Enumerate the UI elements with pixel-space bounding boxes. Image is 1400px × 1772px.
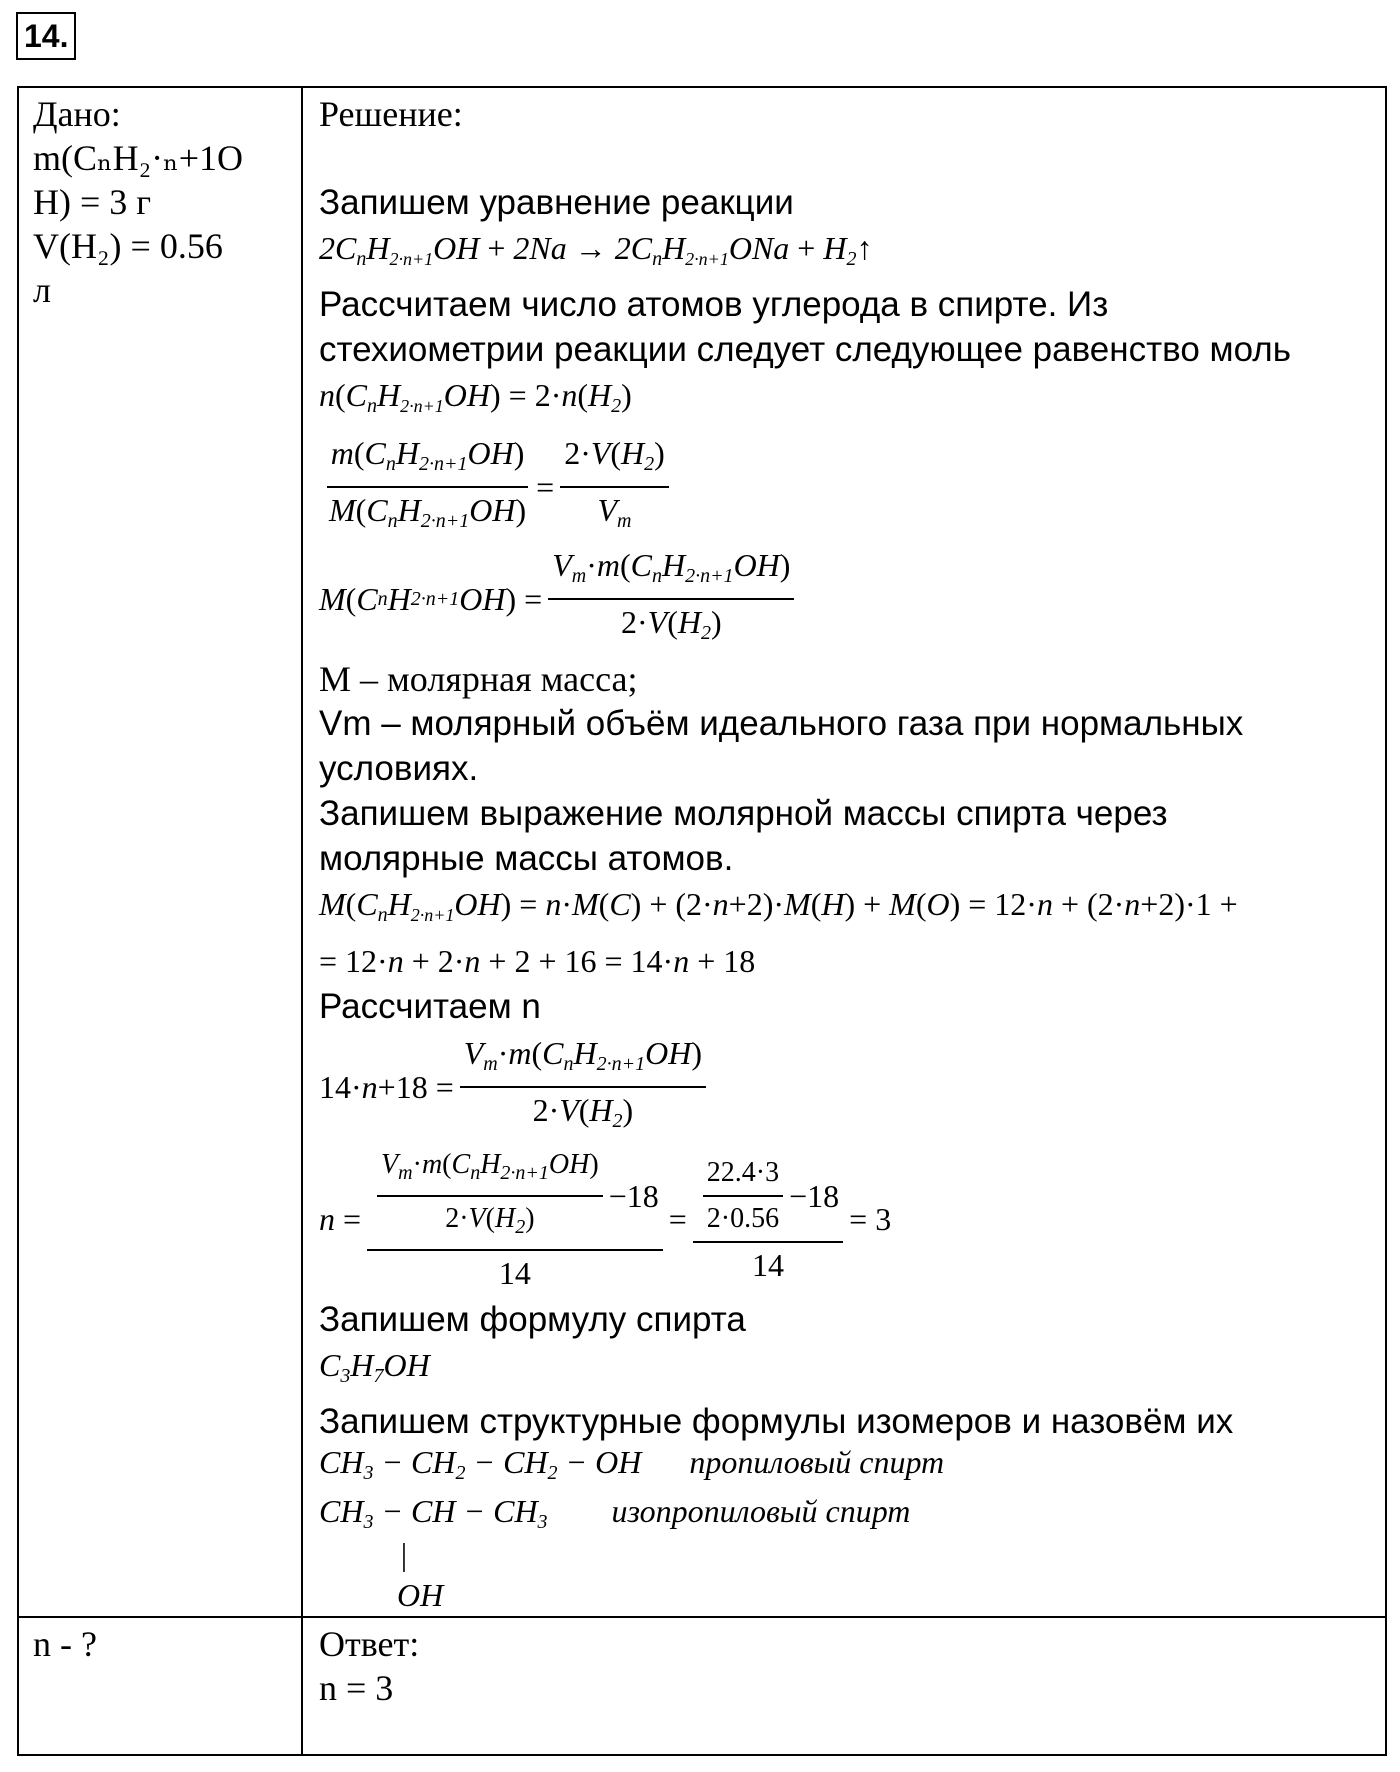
step-reaction-heading: Запишем уравнение реакции	[319, 183, 794, 222]
equation-n-setup: 14· n +18 = $\frac{V_m\cdot m(C_nH_{2\cdot n+1}OH)}{2\cdot V(H_2)}$	[319, 1033, 1385, 1141]
find-cell	[18, 1617, 302, 1755]
answer-label: Ответ:	[319, 1624, 420, 1664]
equation-n-result: n = $\frac{V_m\cdot m(C_nH_{2\cdot n+1}OH)}{2\cdot V(H_2)}$ −18 14 = $\frac{22.4\cdot 3}{2\cdot 0.56}$ −18 14 = 3	[319, 1145, 1385, 1293]
find-label: n - ?	[33, 1624, 97, 1664]
solution-table	[17, 86, 1387, 1756]
equation-molar-mass: M ( C n H 2·n+1 OH ) = $\frac{V_m\cdot m(C_nH_{2\cdot n+1}OH)}{2\cdot V(H_2)}$	[319, 545, 1385, 653]
answer-cell	[302, 1617, 1386, 1755]
equation-mole-ratio: $n(C_nH_{2\cdot n+1}OH) = 2\cdot n(H_2)$	[319, 377, 632, 417]
isomer-2-oh: OH	[397, 1577, 444, 1613]
given-line-1: m(CₙH₂·ₙ+1O	[33, 138, 243, 178]
step-carbon-count-a: Рассчитаем число атомов углерода в спирте. Из	[319, 285, 1109, 324]
definition-molar-mass: М – молярная масса;	[319, 659, 638, 699]
reaction-equation: $2C_nH_{2\cdot n+1}OH + 2Na \to 2C_nH_{2\cdot n+1}ONa$ + $H_2↑$	[319, 230, 873, 270]
step-carbon-count-b: стехиометрии реакции следует следующее равенство моль	[319, 330, 1291, 369]
equation-molar-mass-simplified: = 12·n + 2·n + 2 + 16 = 14·n + 18	[319, 943, 756, 979]
answer-value: n = 3	[319, 1668, 394, 1708]
given-line-2: H) = 3 г	[33, 182, 152, 222]
step-compute-n: Рассчитаем n	[319, 987, 541, 1026]
equation-molar-mass-expansion: $M(C_nH_{2\cdot n+1}OH) = n\cdot M(C) + (2\cdot n+2)\cdot M(H) + M(O) = 12\cdot n + (2\cdot n+2)\cdot 1$ +	[319, 886, 1238, 926]
step-molar-mass-expr-a: Запишем выражение молярной массы спирта через	[319, 794, 1168, 833]
given-cell	[18, 87, 302, 1617]
alcohol-formula: $C_3H_7OH$	[319, 1347, 430, 1387]
equation-mass-ratio: $\frac{m(C_nH_{2\cdot n+1}OH)}{M(C_nH_{2\cdot n+1}OH)}$ = $\frac{2\cdot V(H_2)}{V_m}$	[319, 433, 1385, 541]
given-line-4: л	[33, 270, 51, 310]
solution-cell	[302, 87, 1386, 1617]
isomer-2-name: изопропиловый спирт	[611, 1493, 911, 1529]
given-line-3: V(H₂) = 0.56	[33, 226, 223, 266]
given-label: Дано:	[33, 94, 121, 134]
isomer-1: $CH_3 - CH_2 - CH_2$ − OH пропиловый спирт	[319, 1444, 945, 1484]
step-formula-heading: Запишем формулу спирта	[319, 1300, 746, 1339]
isomer-2: $CH_3$ − CH − $CH_3$ изопропиловый спирт	[319, 1493, 911, 1533]
isomer-2-bond: |	[399, 1536, 408, 1572]
step-molar-mass-expr-b: молярные массы атомов.	[319, 839, 734, 878]
definition-molar-volume-b: условиях.	[319, 749, 479, 788]
definition-molar-volume-a: Vm – молярный объём идеального газа при нормальных	[319, 704, 1244, 743]
solution-heading: Решение:	[319, 94, 463, 134]
problem-number: 14.	[16, 12, 76, 60]
isomer-1-name: пропиловый спирт	[689, 1444, 945, 1480]
step-isomers-heading: Запишем структурные формулы изомеров и назовём их	[319, 1402, 1234, 1441]
